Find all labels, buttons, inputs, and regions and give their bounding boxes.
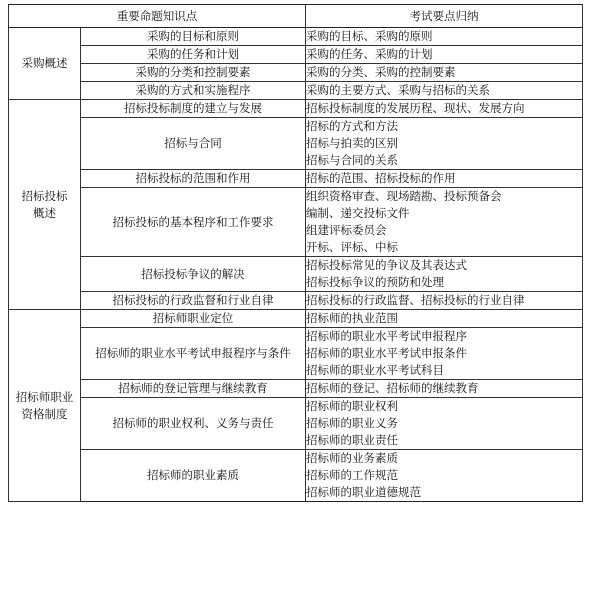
- table-row: [9, 46, 583, 64]
- point-item: 招标投标常见的争议及其表达式: [306, 258, 467, 272]
- point-item: 招标的范围、招标投标的作用: [306, 171, 456, 185]
- table-row: [9, 257, 583, 292]
- category-label: 采购概述: [21, 56, 68, 70]
- points-cell: [306, 46, 583, 64]
- table-row: [9, 292, 583, 310]
- points-cell: [306, 170, 583, 188]
- table-row: [9, 118, 583, 170]
- points-cell: [306, 82, 583, 100]
- table-row: [9, 64, 583, 82]
- category-cell: [9, 28, 81, 100]
- point-item: 招标投标争议的预防和处理: [306, 275, 444, 289]
- point-item: 采购的任务、采购的计划: [306, 47, 433, 61]
- point-item: 组建评标委员会: [306, 223, 387, 237]
- point-item: 采购的主要方式、采购与招标的关系: [306, 83, 490, 97]
- topic-cell: 招标投标制度的建立与发展: [81, 100, 306, 118]
- category-label: 招标师职业: [15, 389, 74, 404]
- point-item: 招标师的职业权利: [306, 399, 398, 413]
- topic-cell: 招标师的职业水平考试申报程序与条件: [81, 328, 306, 380]
- topic-cell: 招标师的登记管理与继续教育: [81, 380, 306, 398]
- category-label: 概述: [33, 205, 56, 220]
- category-cell: [9, 310, 81, 502]
- point-item: 招标与拍卖的区别: [306, 136, 398, 150]
- point-item: 编制、递交投标文件: [306, 206, 410, 220]
- point-item: 招标的方式和方法: [306, 119, 398, 133]
- topic-cell: 采购的方式和实施程序: [81, 82, 306, 100]
- point-item: 招标师的业务素质: [306, 451, 398, 465]
- topic-cell: 招标师职业定位: [81, 310, 306, 328]
- category-label: 招标投标: [21, 188, 68, 203]
- point-item: 招标师的职业责任: [306, 433, 398, 447]
- points-cell: [306, 28, 583, 46]
- point-item: 招标投标的行政监督、招标投标的行业自律: [306, 293, 525, 307]
- point-item: 招标投标制度的发展历程、现状、发展方向: [306, 101, 525, 115]
- topic-cell: 招标投标的行政监督和行业自律: [81, 292, 306, 310]
- topic-cell: 采购的分类和控制要素: [81, 64, 306, 82]
- topic-cell: 招标投标的范围和作用: [81, 170, 306, 188]
- points-cell: [306, 188, 583, 257]
- points-cell: [306, 100, 583, 118]
- topic-cell: 采购的任务和计划: [81, 46, 306, 64]
- table-row: [9, 310, 583, 328]
- table-row: [9, 188, 583, 257]
- points-cell: [306, 310, 583, 328]
- table-header-row: [9, 5, 583, 28]
- table-body: [9, 28, 583, 502]
- point-item: 招标师的职业水平考试申报条件: [306, 346, 467, 360]
- point-item: 招标师的职业义务: [306, 416, 398, 430]
- topic-cell: 采购的目标和原则: [81, 28, 306, 46]
- table-row: [9, 380, 583, 398]
- table-row: [9, 28, 583, 46]
- topic-cell: 招标投标的基本程序和工作要求: [81, 188, 306, 257]
- table-row: [9, 170, 583, 188]
- point-item: 招标与合同的关系: [306, 153, 398, 167]
- table-row: [9, 100, 583, 118]
- topic-cell: 招标师的职业权利、义务与责任: [81, 398, 306, 450]
- point-item: 采购的目标、采购的原则: [306, 29, 433, 43]
- points-cell: [306, 450, 583, 502]
- point-item: 采购的分类、采购的控制要素: [306, 65, 456, 79]
- topic-cell: 招标师的职业素质: [81, 450, 306, 502]
- topic-cell: 招标投标争议的解决: [81, 257, 306, 292]
- point-item: 招标师的工作规范: [306, 468, 398, 482]
- point-item: 招标师的执业范围: [306, 311, 398, 325]
- points-cell: [306, 380, 583, 398]
- point-item: 招标师的登记、招标师的继续教育: [306, 381, 479, 395]
- point-item: 组织资格审查、现场踏勘、投标预备会: [306, 189, 502, 203]
- points-cell: [306, 398, 583, 450]
- category-label: 资格制度: [21, 406, 68, 421]
- points-cell: [306, 292, 583, 310]
- header-points: 考试要点归纳: [306, 5, 583, 28]
- table-row: [9, 398, 583, 450]
- category-cell: [9, 100, 81, 310]
- point-item: 招标师的职业水平考试科目: [306, 363, 444, 377]
- table-row: [9, 82, 583, 100]
- point-item: 招标师的职业道德规范: [306, 485, 421, 499]
- point-item: 开标、评标、中标: [306, 240, 398, 254]
- points-cell: [306, 118, 583, 170]
- points-cell: [306, 257, 583, 292]
- header-topic: 重要命题知识点: [9, 5, 306, 28]
- topic-cell: 招标与合同: [81, 118, 306, 170]
- points-cell: [306, 64, 583, 82]
- table-row: [9, 328, 583, 380]
- point-item: 招标师的职业水平考试申报程序: [306, 329, 467, 343]
- points-cell: [306, 328, 583, 380]
- table-row: [9, 450, 583, 502]
- knowledge-table: [8, 4, 583, 502]
